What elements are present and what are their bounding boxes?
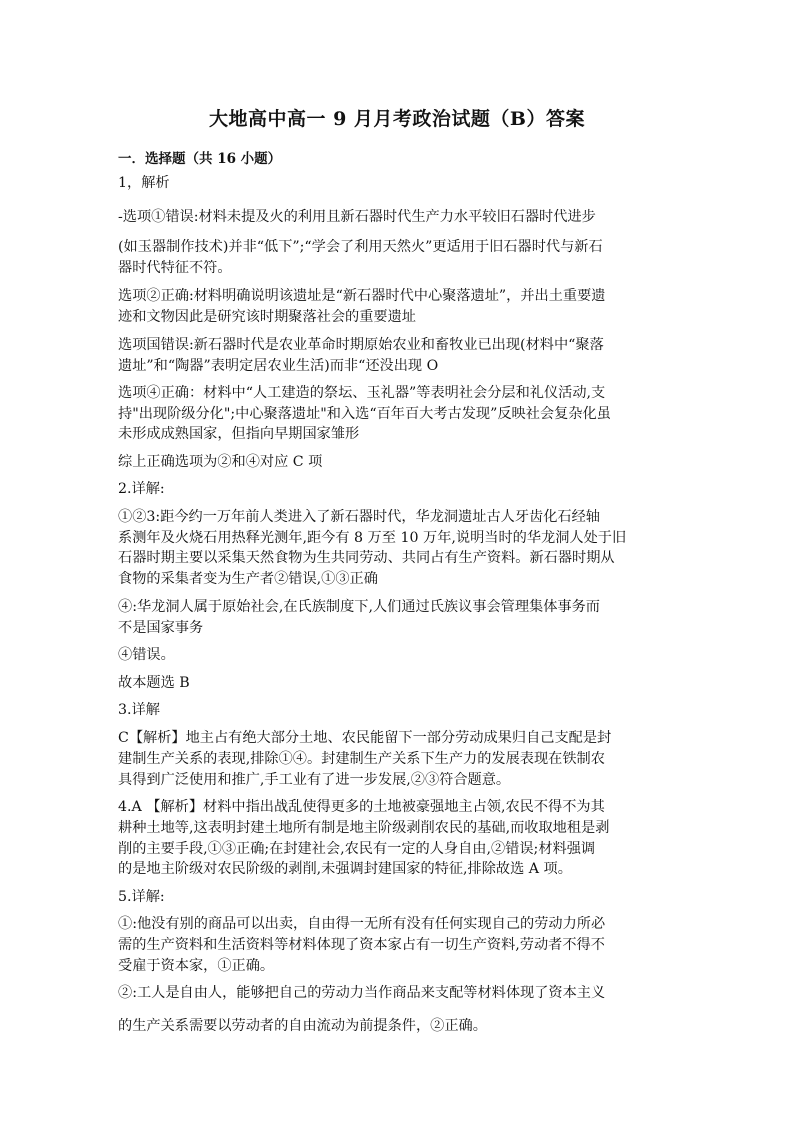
answer-line: 削的主要手段,①③正确;在封建社会,农民有一定的人身自由,②错误;材料强调 [118, 841, 596, 857]
answer-line: 受雇于资本家，①正确。 [118, 958, 275, 974]
answer-line: 1，解析 [118, 175, 170, 191]
answer-line: 选项国错误:新石器时代是农业革命时期原始农业和畜牧业已出现(材料中“聚落 [118, 337, 604, 353]
answer-line: 不是国家事务 [118, 620, 204, 636]
answer-line: 建制生产关系的表现,排除①④。封建制生产关系下生产力的发展表现在铁制农 [118, 751, 605, 767]
answer-line: 遗址”和“陶器”表明定居农业生活)而非“还没出现 O [118, 358, 439, 374]
answer-line: 食物的采集者变为生产者②错误,①③正确 [118, 571, 378, 587]
answer-line: 的生产关系需要以劳动者的自由流动为前提条件，②正确。 [118, 1018, 487, 1034]
answer-line: 综上正确选项为②和④对应 C 项 [118, 454, 323, 470]
answer-line: 器时代特征不符。 [118, 260, 232, 276]
answer-line: 系测年及火烧石用热释光测年,距今有 8 万至 10 万年,说明当时的华龙洞人处于旧 [118, 530, 627, 546]
answer-line: ①②3:距今约一万年前人类进入了新石器时代，华龙洞遗址古人牙齿化石经轴 [118, 509, 600, 525]
answer-line: 的是地主阶级对农民阶级的剥削,未强调封建国家的特征,排除故选 A 项。 [118, 861, 572, 877]
answer-line: 选项②正确:材料明确说明该遗址是“新石器时代中心聚落遗址”，并出土重要遗 [118, 288, 606, 304]
answer-line: 持"出现阶级分化";中心聚落遗址"和入选“百年百大考古发现”反映社会复杂化虽 [118, 406, 611, 422]
answer-line: ④:华龙洞人属于原始社会,在氏族制度下,人们通过氏族议事会管理集体事务而 [118, 599, 600, 615]
answer-line: 3.详解 [118, 702, 160, 718]
answer-line: 选项④正确：材料中“人工建造的祭坛、玉礼器”等表明社会分层和礼仪活动,支 [118, 385, 606, 401]
answer-line: 5.详解: [118, 889, 165, 905]
answer-line: 2.详解: [118, 481, 165, 497]
answer-line: 未形成成熟国家，但指向早期国家雏形 [118, 426, 360, 442]
answer-line: 具得到广泛使用和推广,手工业有了进一步发展,②③符合题意。 [118, 772, 511, 788]
answer-line: 故本题选 B [118, 675, 190, 691]
answer-line: ①:他没有别的商品可以出卖，自由得一无所有没有任何实现自己的劳动力所必 [118, 916, 606, 932]
answer-line: (如玉器制作技术)并非“低下”;“学会了利用天然火”更适用于旧石器时代与新石 [118, 239, 603, 255]
answer-line: 石器时期主要以采集天然食物为生共同劳动、共同占有生产资料。新石器时期从 [118, 550, 615, 566]
answer-line: ④错误。 [118, 647, 175, 663]
answer-line: 耕种土地等,这表明封建土地所有制是地主阶级剥削农民的基础,而收取地租是剥 [118, 820, 610, 836]
answer-line: 需的生产资料和生活资料等材料体现了资本家占有一切生产资料,劳动者不得不 [118, 937, 605, 953]
answer-line: 迹和文物因此是研究该时期聚落社会的重要遗址 [118, 309, 416, 325]
answer-line: ②:工人是自由人，能够把自己的劳动力当作商品来支配等材料体现了资本主义 [118, 985, 606, 1001]
section-heading: 一．选择题（共 16 小题） [118, 151, 282, 167]
answer-line: 4.A 【解析】材料中指出战乱使得更多的土地被豪强地主占领,农民不得不为其 [118, 799, 605, 815]
document-title: 大地高中高一 9 月月考政治试题（B）答案 [208, 108, 585, 130]
answer-line: C【解析】地主占有绝大部分土地、农民能留下一部分劳动成果归自己支配是封 [118, 730, 612, 746]
answer-line: -选项①错误:材料未提及火的利用且新石器时代生产力水平较旧石器时代进步 [118, 209, 596, 225]
